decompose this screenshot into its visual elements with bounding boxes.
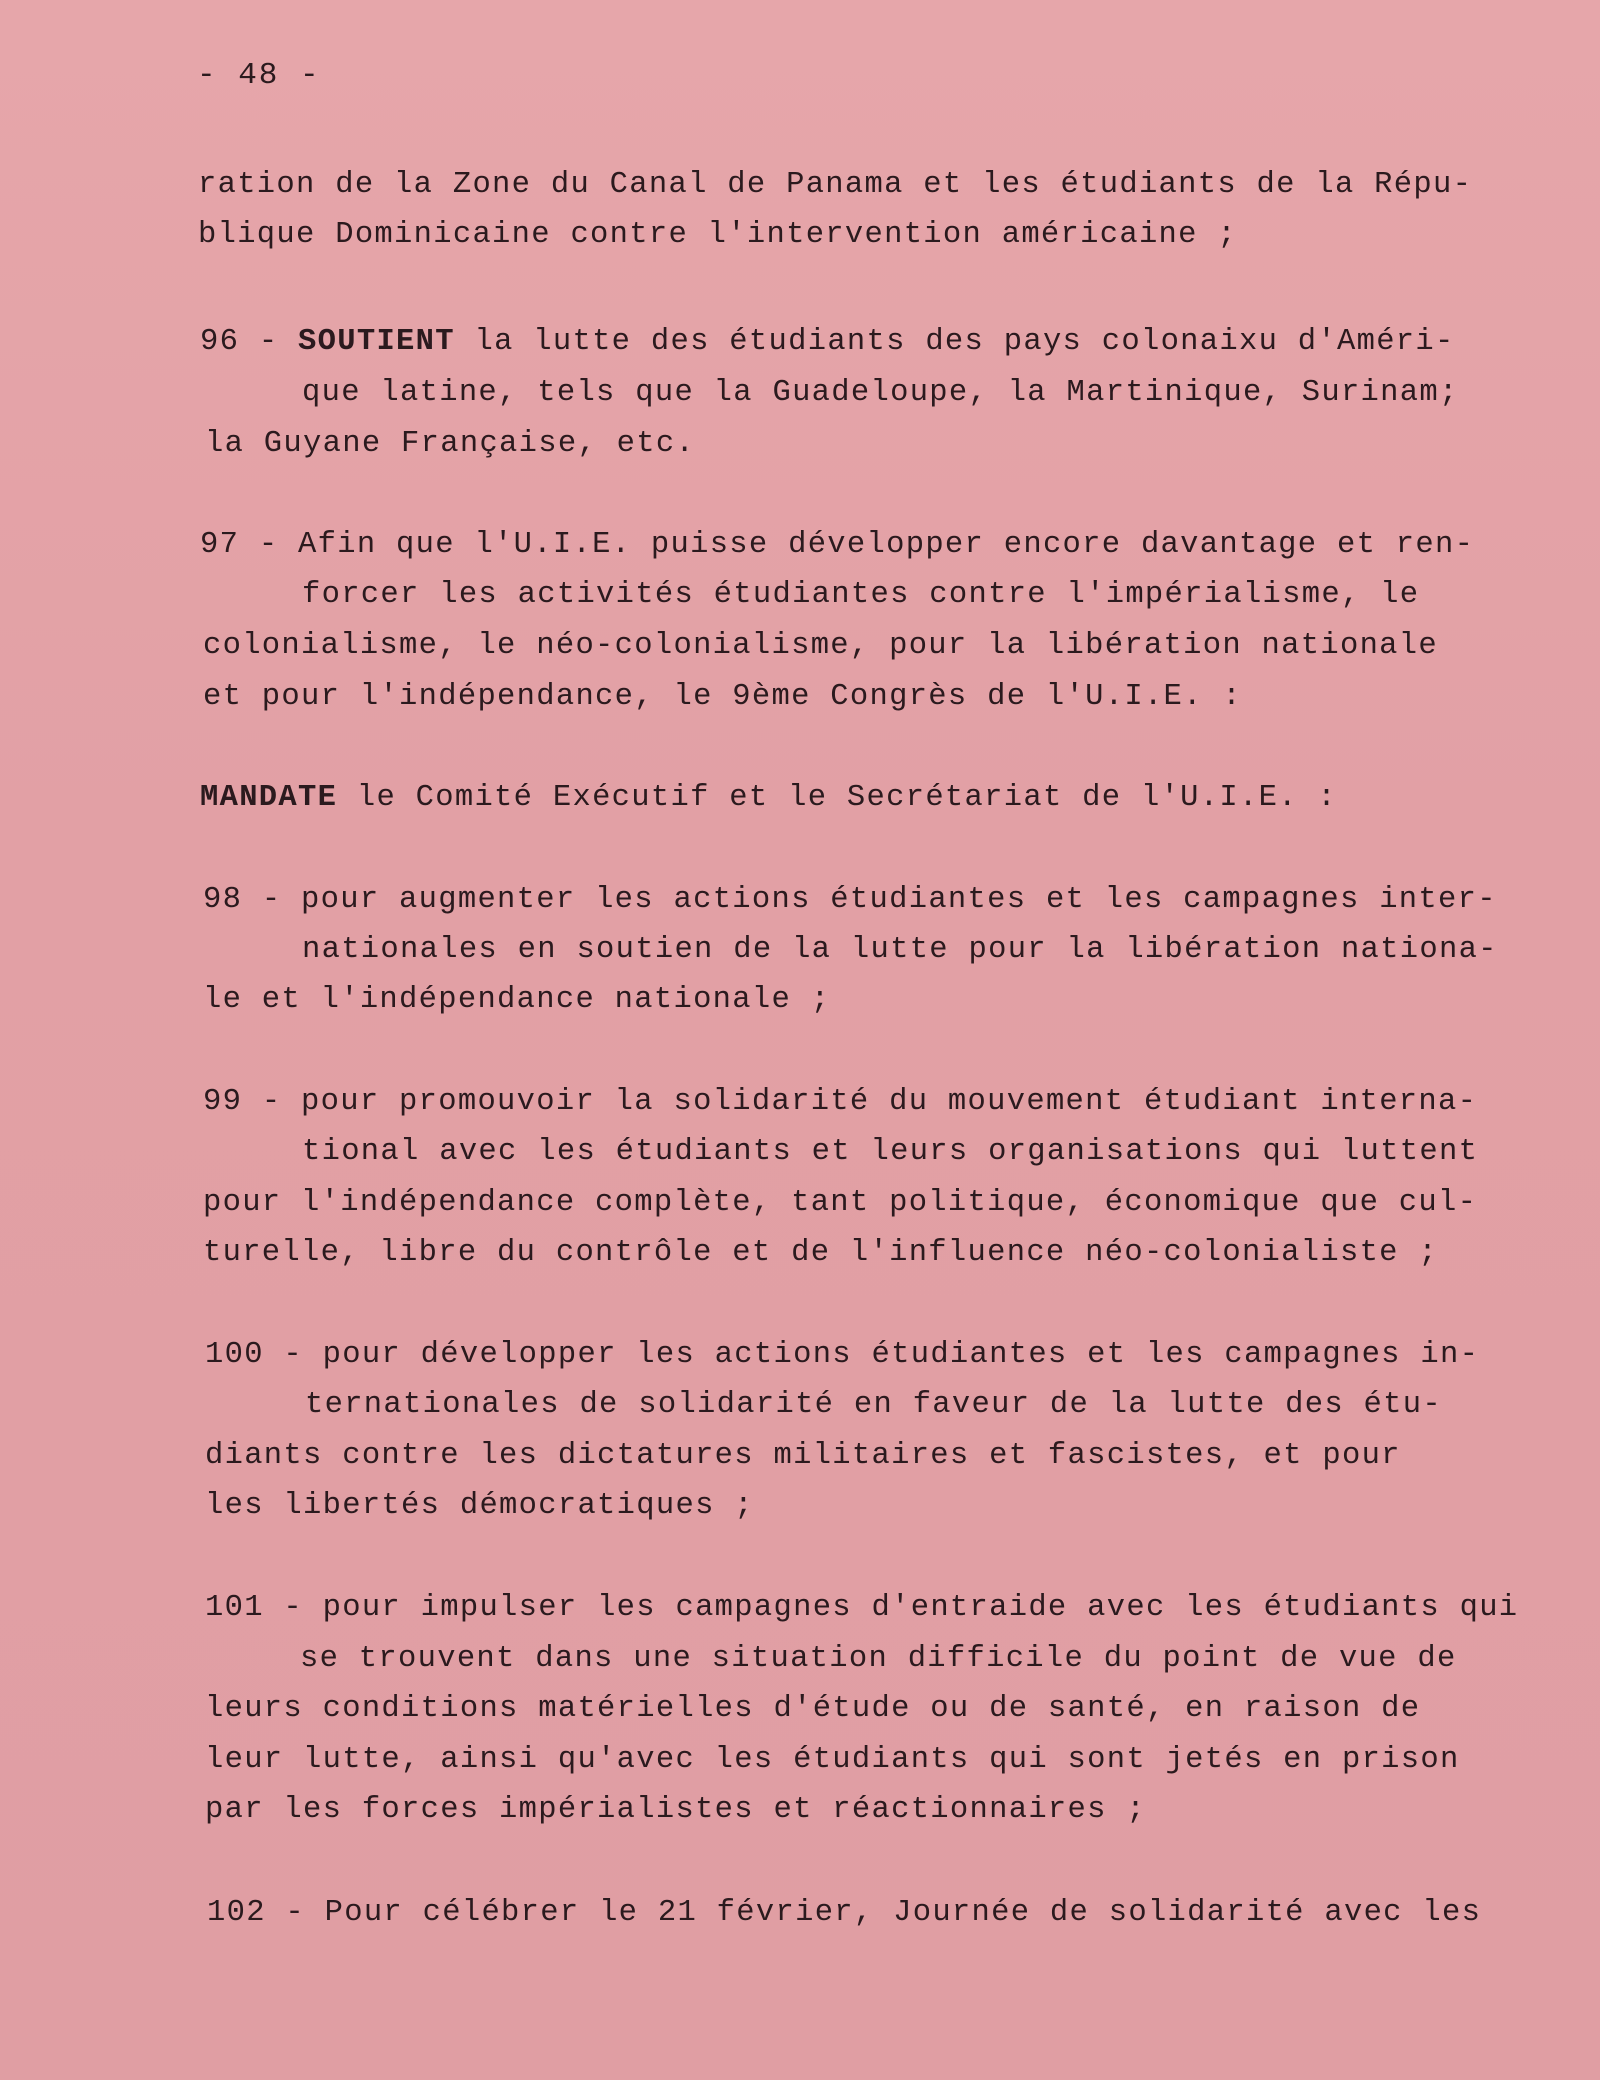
text-line: pour développer les actions étudiantes et les campagnes in- (322, 1338, 1480, 1372)
text-line: les libertés démocratiques ; (205, 1489, 754, 1523)
paragraph-number: 100 (205, 1338, 264, 1372)
keyword-soutient: SOUTIENT (298, 325, 455, 359)
text-line: le et l'indépendance nationale ; (203, 983, 831, 1017)
text-line: que latine, tels que la Guadeloupe, la Martinique, Surinam; (302, 376, 1459, 410)
text-line: et pour l'indépendance, le 9ème Congrès de l'U.I.E. : (203, 680, 1242, 714)
text-line: colonialisme, le néo-colonialisme, pour la libération nationale (203, 629, 1438, 663)
text-line: leur lutte, ainsi qu'avec les étudiants qui sont jetés en prison (205, 1743, 1460, 1777)
text-line: blique Dominicaine contre l'intervention américaine ; (198, 218, 1237, 252)
text-line: forcer les activités étudiantes contre l'impérialisme, le (302, 578, 1420, 612)
text-line: nationales en soutien de la lutte pour la libération nationa- (302, 933, 1498, 967)
paragraph-number: 102 (207, 1896, 266, 1930)
paragraph-number: 97 (200, 528, 240, 562)
text-line: Pour célébrer le 21 février, Journée de solidarité avec les (324, 1896, 1482, 1930)
text-line: tional avec les étudiants et leurs organisations qui luttent (302, 1135, 1479, 1169)
mandate-line (200, 778, 1337, 818)
paragraph-97-first-line: 97 - Afin que l'U.I.E. puisse développer encore davantage et ren- (200, 528, 1475, 562)
text-line: ration de la Zone du Canal de Panama et les étudiants de la Répu- (198, 168, 1473, 202)
page-number: - 48 - (197, 58, 321, 93)
text-line: turelle, libre du contrôle et de l'influence néo-colonialiste ; (203, 1236, 1438, 1270)
text-line: la Guyane Française, etc. (205, 427, 696, 461)
text-line: le Comité Exécutif et le Secrétariat de l'U.I.E. : (337, 781, 1337, 815)
paragraph-number: 98 (203, 883, 243, 917)
text-line: se trouvent dans une situation difficile du point de vue de (300, 1642, 1457, 1676)
paragraph-98-first-line: 98 - pour augmenter les actions étudiantes et les campagnes inter- (203, 883, 1497, 917)
text-line: Afin que l'U.I.E. puisse développer encore davantage et ren- (298, 528, 1475, 562)
paragraph-number: 99 (203, 1085, 243, 1119)
paragraph-100-first-line: 100 - pour développer les actions étudiantes et les campagnes in- (205, 1338, 1480, 1372)
text-line: pour impulser les campagnes d'entraide avec les étudiants qui (322, 1591, 1519, 1625)
paragraph-number: 96 (200, 325, 240, 359)
text-line: pour l'indépendance complète, tant politique, économique que cul- (203, 1186, 1478, 1220)
text-line: par les forces impérialistes et réactionnaires ; (205, 1793, 1146, 1827)
text-line: la lutte des étudiants des pays colonaixu d'Améri- (454, 325, 1455, 359)
text-line: pour augmenter les actions étudiantes et les campagnes inter- (301, 883, 1497, 917)
paragraph-102-first-line: 102 - Pour célébrer le 21 février, Journée de solidarité avec les (207, 1896, 1482, 1930)
paragraph-number: 101 (205, 1591, 264, 1625)
paragraph-99-first-line: 99 - pour promouvoir la solidarité du mouvement étudiant interna- (203, 1085, 1478, 1119)
text-line: ternationales de solidarité en faveur de la lutte des étu- (305, 1388, 1442, 1422)
text-line: diants contre les dictatures militaires et fascistes, et pour (205, 1439, 1401, 1473)
keyword-mandate: MANDATE (200, 781, 338, 815)
paragraph-101-first-line: 101 - pour impulser les campagnes d'entraide avec les étudiants qui (205, 1591, 1519, 1625)
text-line: leurs conditions matérielles d'étude ou de santé, en raison de (205, 1692, 1421, 1726)
paragraph-96-first-line: 96 - SOUTIENT la lutte des étudiants des pays colonaixu d'Améri- (200, 325, 1455, 359)
text-line: pour promouvoir la solidarité du mouvement étudiant interna- (301, 1085, 1478, 1119)
